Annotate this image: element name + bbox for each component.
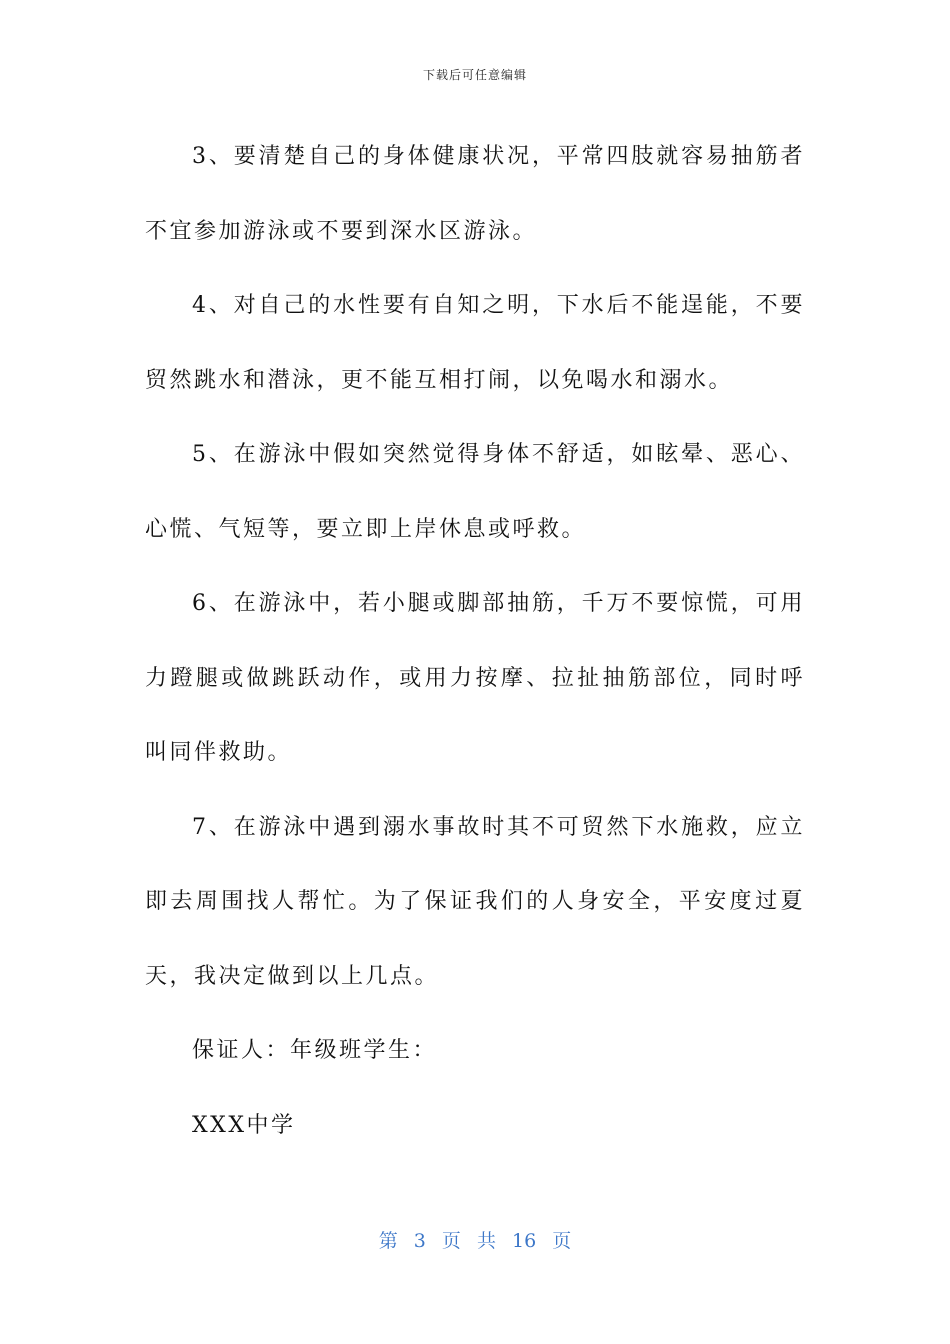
document-body bbox=[145, 120, 805, 1163]
paragraph-item-4: 4、对自己的水性要有自知之明，下水后不能逞能，不要贸然跳水和潜泳，更不能互相打闹，以免喝水和溺水。 bbox=[145, 293, 805, 393]
header-note: 下载后可任意编辑 bbox=[422, 68, 527, 82]
paragraph-item-6: 6、在游泳中，若小腿或脚部抽筋，千万不要惊慌，可用力蹬腿或做跳跃动作，或用力按摩、拉扯抽筋部位，同时呼叫同伴救助。 bbox=[145, 591, 805, 765]
paragraph-item-3: 3、要清楚自己的身体健康状况，平常四肢就容易抽筋者不宜参加游泳或不要到深水区游泳。 bbox=[145, 144, 805, 244]
guarantor-line: 保证人：年级班学生： bbox=[192, 1038, 438, 1063]
school-name: XXX中学 bbox=[192, 1112, 296, 1138]
page-indicator: 第 3 页 共 16 页 bbox=[378, 1230, 572, 1252]
paragraph-item-7: 7、在游泳中遇到溺水事故时其不可贸然下水施救，应立即去周围找人帮忙。为了保证我们的人身安全，平安度过夏天，我决定做到以上几点。 bbox=[145, 814, 805, 989]
paragraph-item-5: 5、在游泳中假如突然觉得身体不舒适，如眩晕、恶心、心慌、气短等，要立即上岸休息或呼救。 bbox=[145, 442, 805, 542]
